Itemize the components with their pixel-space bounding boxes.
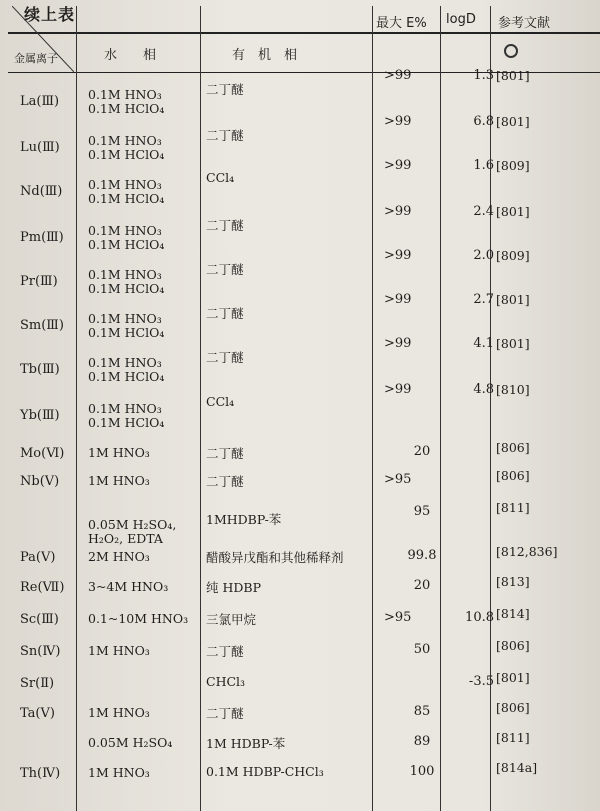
reference-cell: [811] bbox=[496, 730, 530, 745]
logd-cell: 4.8 bbox=[473, 382, 494, 397]
aqueous-phase-cell: 3~4M HNO₃ bbox=[88, 579, 169, 594]
reference-cell: [806] bbox=[496, 468, 530, 483]
reference-cell: [801] bbox=[496, 336, 530, 351]
organic-phase-cell: 二丁醚 bbox=[206, 644, 244, 659]
max-extraction-cell: >99 bbox=[384, 204, 412, 219]
max-extraction-cell: 89 bbox=[413, 734, 431, 749]
organic-phase-cell: 三氯甲烷 bbox=[206, 612, 257, 627]
organic-phase-cell: 醋酸异戊酯和其他稀释剂 bbox=[206, 550, 344, 565]
aqueous-phase-cell: 0.1M HClO₄ bbox=[88, 325, 165, 340]
column-divider bbox=[200, 6, 201, 811]
header-logd: logD bbox=[446, 12, 476, 27]
aqueous-phase-cell: 0.05M H₂SO₄ bbox=[88, 735, 173, 750]
logd-cell: 4.1 bbox=[473, 336, 494, 351]
metal-ion-cell: Yb(Ⅲ) bbox=[20, 408, 60, 423]
organic-phase-cell: CCl₄ bbox=[206, 170, 235, 185]
aqueous-phase-cell: 1M HNO₃ bbox=[88, 765, 150, 780]
metal-ion-cell: Lu(Ⅲ) bbox=[20, 140, 60, 155]
max-extraction-cell: >95 bbox=[384, 610, 412, 625]
aqueous-phase-cell: 0.1M HClO₄ bbox=[88, 237, 165, 252]
organic-phase-cell: 二丁醚 bbox=[206, 474, 244, 489]
metal-ion-cell: Sc(Ⅲ) bbox=[20, 612, 59, 627]
metal-ion-cell: Mo(Ⅵ) bbox=[20, 446, 65, 461]
aqueous-phase-cell: 1M HNO₃ bbox=[88, 643, 150, 658]
metal-ion-cell: Re(Ⅶ) bbox=[20, 580, 65, 595]
organic-phase-cell: 二丁醚 bbox=[206, 218, 244, 233]
organic-phase-cell: 二丁醚 bbox=[206, 306, 244, 321]
reference-cell: [806] bbox=[496, 440, 530, 455]
reference-cell: [809] bbox=[496, 158, 530, 173]
max-extraction-cell: 100 bbox=[409, 764, 435, 779]
reference-cell: [811] bbox=[496, 500, 530, 515]
logd-cell: 2.4 bbox=[473, 204, 494, 219]
metal-ion-cell: Sn(Ⅳ) bbox=[20, 644, 61, 659]
max-extraction-cell: >99 bbox=[384, 382, 412, 397]
reference-cell: [801] bbox=[496, 68, 530, 83]
header-references: 参考文献 bbox=[498, 16, 551, 31]
logd-cell: 2.0 bbox=[473, 248, 494, 263]
reference-cell: [810] bbox=[496, 382, 530, 397]
reference-cell: [806] bbox=[496, 638, 530, 653]
reference-cell: [801] bbox=[496, 670, 530, 685]
column-divider bbox=[76, 6, 77, 811]
aqueous-phase-cell: 0.1~10M HNO₃ bbox=[88, 611, 189, 626]
aqueous-phase-cell: 0.1M HClO₄ bbox=[88, 147, 165, 162]
aqueous-phase-cell: 0.1M HNO₃ bbox=[88, 311, 162, 326]
aqueous-phase-cell: 0.1M HNO₃ bbox=[88, 223, 162, 238]
table-caption: 续上表 bbox=[24, 5, 76, 24]
header-emax: 最大 E% bbox=[376, 16, 427, 31]
header-top-rule bbox=[8, 32, 600, 34]
reference-cell: [806] bbox=[496, 700, 530, 715]
metal-ion-cell: Th(Ⅳ) bbox=[20, 766, 61, 781]
max-extraction-cell: >99 bbox=[384, 248, 412, 263]
organic-phase-cell: 二丁醚 bbox=[206, 82, 244, 97]
aqueous-phase-cell: 0.1M HNO₃ bbox=[88, 401, 162, 416]
organic-phase-cell: 1MHDBP-苯 bbox=[206, 512, 282, 527]
header-organic: 有 机 相 bbox=[232, 48, 298, 63]
logd-cell: 1.6 bbox=[473, 158, 494, 173]
organic-phase-cell: CCl₄ bbox=[206, 394, 235, 409]
max-extraction-cell: >99 bbox=[384, 114, 412, 129]
max-extraction-cell: >99 bbox=[384, 68, 412, 83]
reference-cell: [809] bbox=[496, 248, 530, 263]
max-extraction-cell: >99 bbox=[384, 336, 412, 351]
organic-phase-cell: 1M HDBP-苯 bbox=[206, 736, 286, 751]
reference-cell: [814] bbox=[496, 606, 530, 621]
max-extraction-cell: 99.8 bbox=[407, 548, 437, 563]
aqueous-phase-cell: 0.1M HClO₄ bbox=[88, 191, 165, 206]
aqueous-phase-cell: 1M HNO₃ bbox=[88, 705, 150, 720]
aqueous-phase-cell: 0.1M HNO₃ bbox=[88, 355, 162, 370]
organic-phase-cell: 二丁醚 bbox=[206, 446, 244, 461]
aqueous-phase-cell: 0.1M HClO₄ bbox=[88, 101, 165, 116]
logd-cell: 10.8 bbox=[465, 610, 494, 625]
aqueous-phase-cell: 0.1M HClO₄ bbox=[88, 415, 165, 430]
organic-phase-cell: 纯 HDBP bbox=[206, 580, 261, 595]
metal-ion-cell: Nb(Ⅴ) bbox=[20, 474, 60, 489]
logd-cell: 1.3 bbox=[473, 68, 494, 83]
aqueous-phase-cell: 0.05M H₂SO₄, bbox=[88, 517, 177, 532]
metal-ion-cell: Pr(Ⅲ) bbox=[20, 274, 58, 289]
logd-cell: -3.5 bbox=[468, 674, 494, 689]
max-extraction-cell: 95 bbox=[413, 504, 431, 519]
aqueous-phase-cell: 0.1M HNO₃ bbox=[88, 177, 162, 192]
metal-ion-cell: La(Ⅲ) bbox=[20, 94, 60, 109]
reference-cell: [801] bbox=[496, 114, 530, 129]
metal-ion-cell: Tb(Ⅲ) bbox=[20, 362, 60, 377]
aqueous-phase-cell: 0.1M HNO₃ bbox=[88, 267, 162, 282]
aqueous-phase-cell: 0.1M HClO₄ bbox=[88, 281, 165, 296]
organic-phase-cell: 二丁醚 bbox=[206, 350, 244, 365]
column-divider bbox=[372, 6, 373, 811]
max-extraction-cell: 50 bbox=[413, 642, 431, 657]
reference-cell: [812,836] bbox=[496, 544, 558, 559]
header-aqueous: 水 相 bbox=[104, 48, 157, 63]
metal-ion-cell: Nd(Ⅲ) bbox=[20, 184, 63, 199]
aqueous-phase-cell: 1M HNO₃ bbox=[88, 473, 150, 488]
max-extraction-cell: 20 bbox=[413, 578, 431, 593]
organic-phase-cell: 0.1M HDBP-CHCl₃ bbox=[206, 764, 324, 779]
reference-cell: [813] bbox=[496, 574, 530, 589]
aqueous-phase-cell: H₂O₂, EDTA bbox=[88, 531, 163, 546]
organic-phase-cell: 二丁醚 bbox=[206, 128, 244, 143]
metal-ion-cell: Sm(Ⅲ) bbox=[20, 318, 64, 333]
aqueous-phase-cell: 0.1M HNO₃ bbox=[88, 133, 162, 148]
max-extraction-cell: 20 bbox=[413, 444, 431, 459]
max-extraction-cell: 85 bbox=[413, 704, 431, 719]
logd-cell: 6.8 bbox=[473, 114, 494, 129]
max-extraction-cell: >99 bbox=[384, 158, 412, 173]
aqueous-phase-cell: 0.1M HClO₄ bbox=[88, 369, 165, 384]
header-metal-ion: 金属离子 bbox=[14, 52, 58, 65]
metal-ion-cell: Pa(Ⅴ) bbox=[20, 550, 56, 565]
aqueous-phase-cell: 2M HNO₃ bbox=[88, 549, 150, 564]
aqueous-phase-cell: 1M HNO₃ bbox=[88, 445, 150, 460]
reference-cell: [801] bbox=[496, 204, 530, 219]
organic-phase-cell: 二丁醚 bbox=[206, 706, 244, 721]
reference-cell: [814a] bbox=[496, 760, 538, 775]
metal-ion-cell: Sr(Ⅱ) bbox=[20, 676, 55, 691]
max-extraction-cell: >95 bbox=[384, 472, 412, 487]
organic-phase-cell: CHCl₃ bbox=[206, 674, 246, 689]
max-extraction-cell: >99 bbox=[384, 292, 412, 307]
metal-ion-cell: Ta(Ⅴ) bbox=[20, 706, 55, 721]
organic-phase-cell: 二丁醚 bbox=[206, 262, 244, 277]
aqueous-phase-cell: 0.1M HNO₃ bbox=[88, 87, 162, 102]
library-stamp-mark bbox=[504, 44, 518, 58]
metal-ion-cell: Pm(Ⅲ) bbox=[20, 230, 64, 245]
reference-cell: [801] bbox=[496, 292, 530, 307]
logd-cell: 2.7 bbox=[473, 292, 494, 307]
